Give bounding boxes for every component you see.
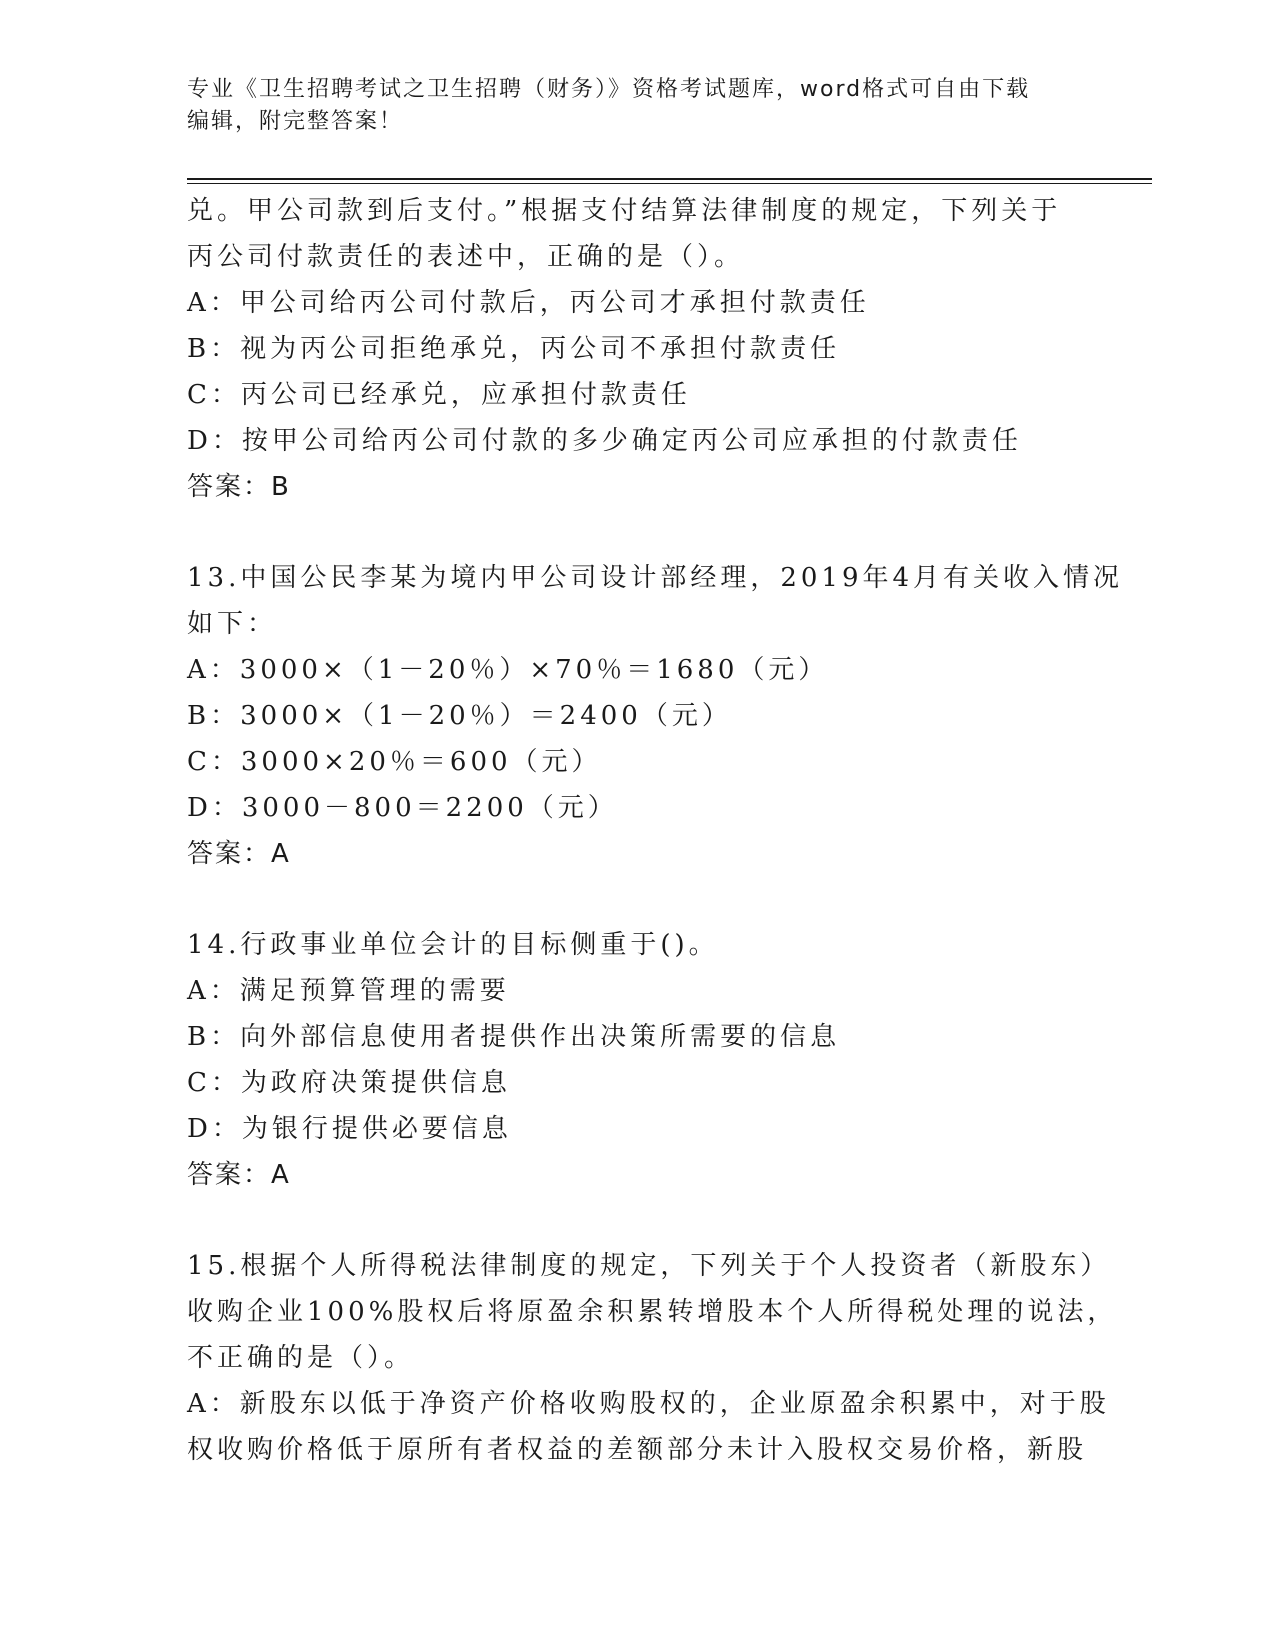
question-12 [187, 188, 1087, 510]
option-d: D：为银行提供必要信息 [187, 1114, 512, 1144]
question-stem-line: 如下： [187, 609, 278, 639]
answer-line: 答案：A [187, 839, 291, 869]
question-stem-line: 兑。甲公司款到后支付。”根据支付结算法律制度的规定，下列关于 [187, 196, 1062, 226]
option-c: C：3000×20％＝600（元） [187, 747, 602, 777]
question-stem-line: 丙公司付款责任的表述中，正确的是（）。 [187, 242, 745, 272]
option-a: A：甲公司给丙公司付款后，丙公司才承担付款责任 [187, 288, 870, 318]
document-header [187, 74, 1087, 138]
question-stem-line: 收购企业100%股权后将原盈余积累转增股本个人所得税处理的说法， [187, 1297, 1118, 1327]
answer-line: 答案：A [187, 1160, 291, 1190]
header-rule-thin [187, 183, 1152, 184]
question-gap [187, 510, 1087, 555]
question-stem-line: 14.行政事业单位会计的目标侧重于()。 [187, 930, 719, 960]
question-stem-line: 15.根据个人所得税法律制度的规定，下列关于个人投资者（新股东） [187, 1251, 1111, 1281]
question-15 [187, 1243, 1118, 1473]
option-a: A：新股东以低于净资产价格收购股权的，企业原盈余积累中，对于股 [187, 1389, 1110, 1419]
question-stem-line: 不正确的是（）。 [187, 1343, 415, 1373]
option-a-continued: 权收购价格低于原所有者权益的差额部分未计入股权交易价格，新股 [187, 1435, 1088, 1465]
option-b: B：向外部信息使用者提供作出决策所需要的信息 [187, 1022, 841, 1052]
question-gap [187, 877, 1087, 922]
option-c: C：为政府决策提供信息 [187, 1068, 511, 1098]
option-c: C：丙公司已经承兑，应承担付款责任 [187, 380, 691, 410]
option-d: D：3000－800＝2200（元） [187, 793, 618, 823]
option-a: A：满足预算管理的需要 [187, 976, 510, 1006]
question-13 [187, 555, 1124, 877]
header-line-2: 编辑，附完整答案！ [187, 109, 404, 134]
question-stem-line: 13.中国公民李某为境内甲公司设计部经理，2019年4月有关收入情况 [187, 563, 1124, 593]
header-rule-thick [187, 178, 1152, 180]
header-line-1: 专业《卫生招聘考试之卫生招聘（财务）》资格考试题库，word格式可自由下载 [187, 77, 1031, 102]
question-gap [187, 1198, 1087, 1243]
question-content [187, 188, 1124, 1473]
option-a: A：3000×（1－20％）×70％＝1680（元） [187, 655, 829, 685]
question-14 [187, 922, 1087, 1198]
option-b: B：3000×（1－20％）＝2400（元） [187, 701, 732, 731]
option-d: D：按甲公司给丙公司付款的多少确定丙公司应承担的付款责任 [187, 426, 1022, 456]
option-b: B：视为丙公司拒绝承兑，丙公司不承担付款责任 [187, 334, 841, 364]
answer-line: 答案：B [187, 472, 291, 502]
